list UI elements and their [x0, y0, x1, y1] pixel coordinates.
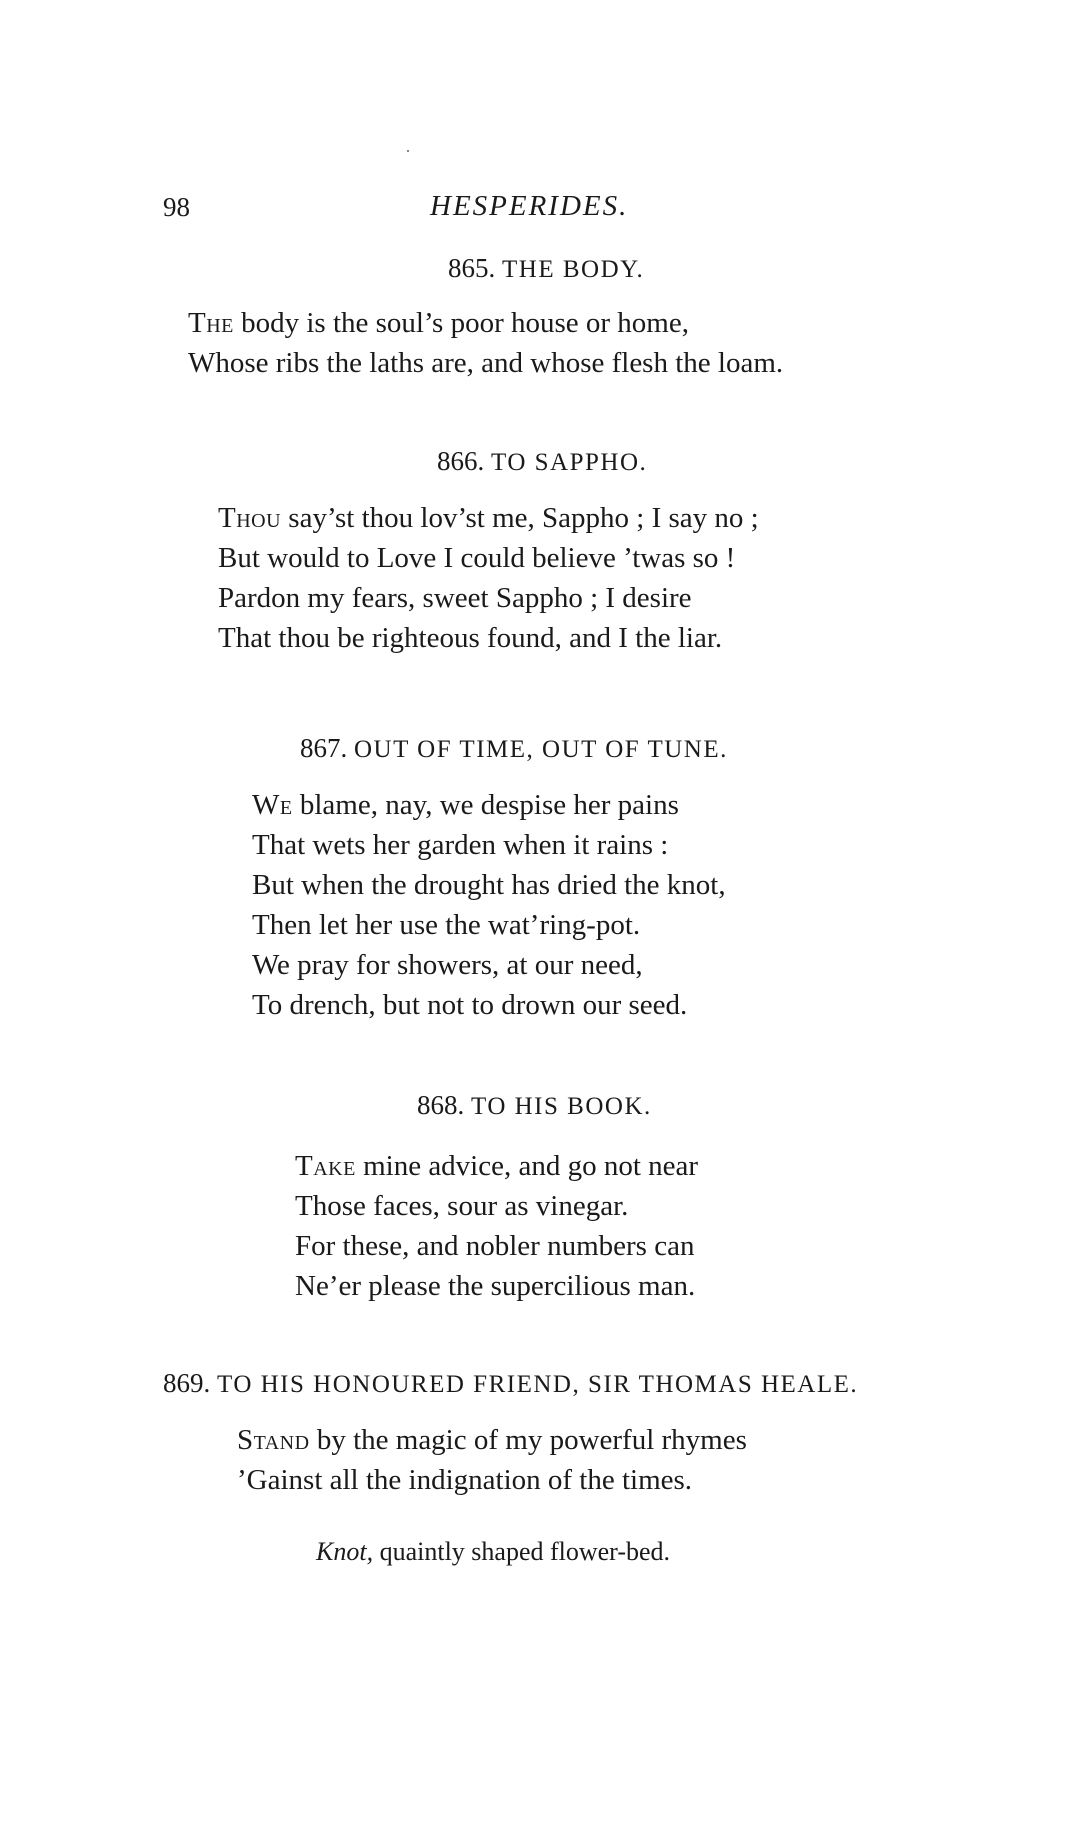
poem-line: Those faces, sour as vinegar. — [295, 1190, 629, 1222]
first-word: We — [252, 789, 293, 821]
footnote-word: Knot, — [316, 1537, 374, 1566]
poem-number: 868. — [417, 1090, 465, 1120]
poem-line: Take mine advice, and go not near — [295, 1150, 699, 1182]
poem-line: Stand by the magic of my powerful rhymes — [237, 1424, 747, 1456]
poem-body-866 — [218, 498, 759, 658]
poem-line: ’Gainst all the indignation of the times. — [237, 1464, 693, 1496]
first-word: Take — [295, 1150, 356, 1182]
poem-name: TO HIS BOOK. — [471, 1093, 652, 1120]
poem-line: That wets her garden when it rains : — [252, 829, 669, 861]
poem-number: 865. — [448, 253, 496, 283]
print-speck — [407, 150, 409, 152]
poem-title-869 — [163, 1368, 858, 1399]
poem-body-867 — [252, 785, 726, 1025]
first-word: Stand — [237, 1424, 310, 1456]
poem-line: We blame, nay, we despise her pains — [252, 789, 679, 821]
poem-line: That thou be righteous found, and I the liar. — [218, 622, 723, 654]
page-number: 98 — [163, 192, 190, 222]
poem-body-868 — [295, 1146, 698, 1306]
poem-title-865 — [448, 253, 644, 284]
first-word: Thou — [218, 502, 282, 534]
poem-line: We pray for showers, at our need, — [252, 949, 643, 981]
poem-number: 867. — [300, 733, 348, 763]
poem-line: Thou say’st thou lov’st me, Sappho ; I say no ; — [218, 502, 759, 534]
poem-line: Whose ribs the laths are, and whose flesh the loam. — [188, 347, 784, 379]
poem-name: TO SAPPHO. — [491, 449, 648, 476]
poem-line: Then let her use the wat’ring-pot. — [252, 909, 641, 941]
poem-line: To drench, but not to drown our seed. — [252, 989, 688, 1021]
footnote — [316, 1537, 670, 1567]
poem-title-866 — [437, 446, 647, 477]
poem-name: THE BODY. — [502, 256, 645, 283]
poem-body-865 — [188, 303, 783, 383]
poem-number: 866. — [437, 446, 485, 476]
poem-line: For these, and nobler numbers can — [295, 1230, 695, 1262]
poem-title-867 — [300, 733, 728, 764]
poem-name: TO HIS HONOURED FRIEND, SIR THOMAS HEALE. — [217, 1371, 859, 1398]
first-word: The — [188, 307, 234, 339]
footnote-text: quaintly shaped flower-bed. — [373, 1537, 671, 1566]
running-title: HESPERIDES. — [430, 190, 629, 222]
poem-line: But would to Love I could believe ’twas so ! — [218, 542, 736, 574]
poem-line: Ne’er please the supercilious man. — [295, 1270, 696, 1302]
poem-name: OUT OF TIME, OUT OF TUNE. — [354, 736, 728, 763]
poem-number: 869. — [163, 1368, 211, 1398]
poem-title-868 — [417, 1090, 652, 1121]
poem-line: But when the drought has dried the knot, — [252, 869, 726, 901]
poem-body-869 — [237, 1420, 747, 1500]
poem-line: The body is the soul’s poor house or home, — [188, 307, 689, 339]
poem-line: Pardon my fears, sweet Sappho ; I desire — [218, 582, 692, 614]
